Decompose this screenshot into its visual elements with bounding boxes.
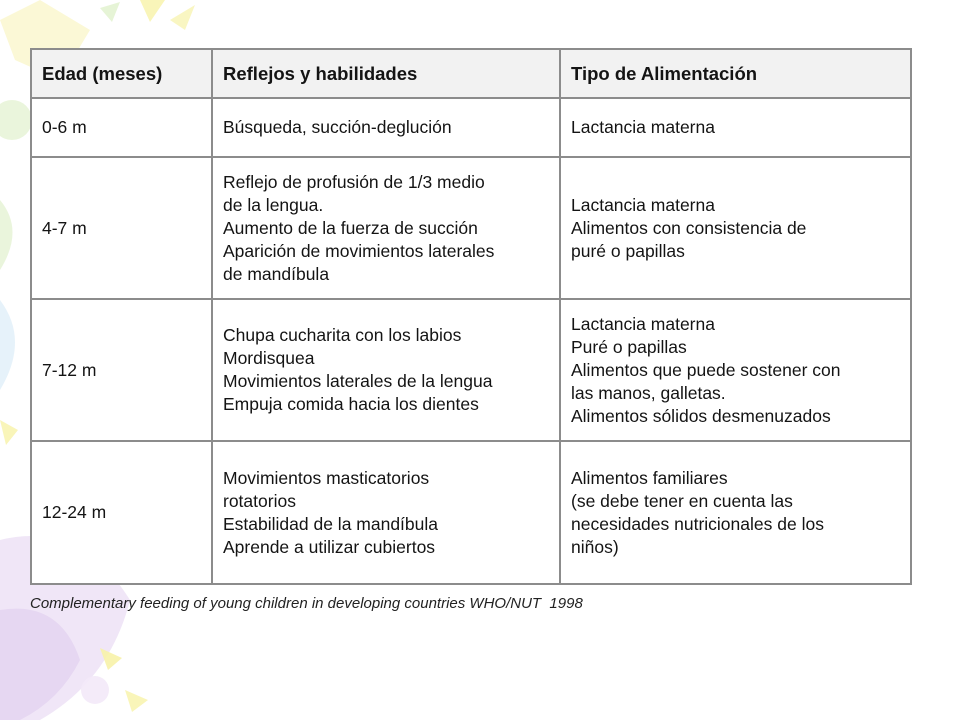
age-cell: 12-24 m — [31, 441, 212, 584]
cell-line: Puré o papillas — [571, 336, 687, 357]
cell-line: Alimentos familiares — [571, 467, 728, 488]
cell-line: Lactancia materna — [571, 194, 715, 215]
feeding-cell — [560, 157, 911, 299]
age-cell: 7-12 m — [31, 299, 212, 441]
cell-line: de mandíbula — [223, 263, 330, 284]
cell-line: las manos, galletas. — [571, 382, 726, 403]
cell-line: rotatorios — [223, 490, 296, 511]
cell-line: Búsqueda, succión-deglución — [223, 117, 452, 137]
content-area — [30, 48, 910, 612]
cell-line: niños) — [571, 536, 619, 557]
cell-line: Reflejo de profusión de 1/3 medio — [223, 171, 485, 192]
skills-cell — [212, 157, 560, 299]
table-row — [31, 157, 911, 299]
feeding-cell — [560, 299, 911, 441]
cell-line: Aprende a utilizar cubiertos — [223, 536, 436, 557]
cell-line: Movimientos masticatorios — [223, 467, 430, 488]
table-header-row — [31, 49, 911, 98]
skills-cell — [212, 299, 560, 441]
age-cell: 4-7 m — [31, 157, 212, 299]
cell-line: necesidades nutricionales de los — [571, 513, 824, 534]
header-feeding: Tipo de Alimentación — [560, 49, 911, 98]
cell-line: Lactancia materna — [571, 117, 715, 137]
cell-line: Alimentos sólidos desmenuzados — [571, 405, 831, 426]
cell-line: Empuja comida hacia los dientes — [223, 394, 479, 414]
table-row — [31, 299, 911, 441]
cell-line: Lactancia materna — [571, 313, 715, 334]
header-age: Edad (meses) — [31, 49, 212, 98]
feeding-table — [30, 48, 912, 585]
feeding-cell — [560, 98, 911, 157]
skills-cell — [212, 98, 560, 157]
cell-line: Chupa cucharita con los labios — [223, 325, 462, 345]
cell-line: Alimentos con consistencia de — [571, 217, 807, 238]
cell-line: puré o papillas — [571, 240, 685, 261]
cell-line: Estabilidad de la mandíbula — [223, 513, 439, 534]
cell-line: de la lengua. — [223, 194, 324, 215]
cell-line: Movimientos laterales de la lengua — [223, 371, 493, 391]
skills-cell — [212, 441, 560, 584]
decor-left-edge — [0, 200, 18, 445]
table-row — [31, 98, 911, 157]
age-cell: 0-6 m — [31, 98, 212, 157]
table-row — [31, 441, 911, 584]
cell-line: (se debe tener en cuenta las — [571, 490, 793, 511]
cell-line: Aumento de la fuerza de succión — [223, 217, 478, 238]
cell-line: Mordisquea — [223, 348, 315, 368]
source-caption: Complementary feeding of young children in developing countries WHO/NUT 1998 — [30, 595, 583, 612]
cell-line: Aparición de movimientos laterales — [223, 240, 495, 261]
feeding-cell — [560, 441, 911, 584]
header-skills: Reflejos y habilidades — [212, 49, 560, 98]
cell-line: Alimentos que puede sostener con — [571, 359, 841, 380]
